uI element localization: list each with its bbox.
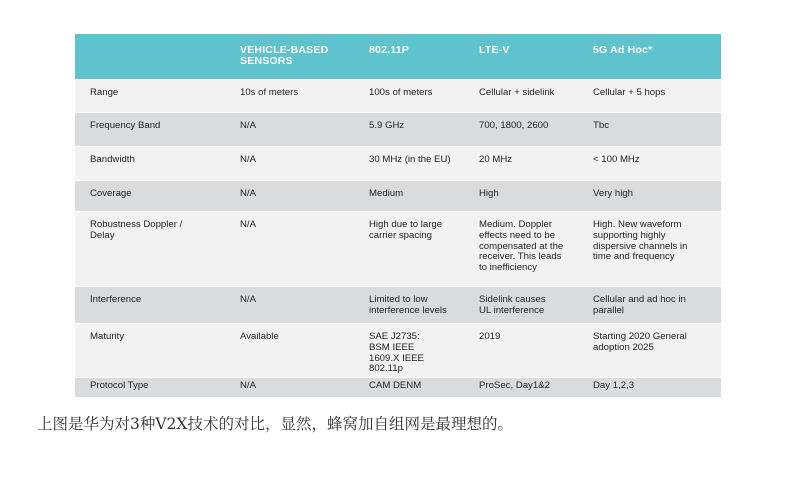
table-cell: High due to large carrier spacing — [355, 212, 465, 287]
table-cell: N/A — [226, 212, 355, 287]
header-cell-vehicle-sensors — [226, 34, 355, 80]
table-cell: 10s of meters — [226, 80, 355, 113]
table-cell: ProSec, Day1&2 — [465, 378, 579, 398]
table-cell: Starting 2020 General adoption 2025 — [579, 324, 721, 378]
table-cell: Very high — [579, 181, 721, 212]
header-vehicle-sensors-label: VEHICLE-BASED SENSORS — [240, 44, 329, 67]
table-row — [75, 80, 721, 113]
header-cell-empty — [75, 34, 226, 80]
table-cell: 30 MHz (in the EU) — [355, 147, 465, 181]
table-cell: Sidelink causes UL interference — [465, 287, 579, 324]
header-cell-80211p — [355, 34, 465, 80]
table-row — [75, 147, 721, 181]
table-cell: Medium — [355, 181, 465, 212]
table-row — [75, 287, 721, 324]
table-cell: CAM DENM — [355, 378, 465, 398]
table-header-row — [75, 34, 721, 80]
table-cell: N/A — [226, 113, 355, 147]
table-cell: High. New waveform supporting highly dispersive channels in time and frequency — [579, 212, 721, 287]
header-5g-adhoc-label: 5G Ad Hoc* — [593, 44, 653, 56]
table-cell: Cellular + 5 hops — [579, 80, 721, 113]
header-80211p-label: 802.11P — [369, 44, 409, 56]
table-row — [75, 113, 721, 147]
table-row — [75, 324, 721, 378]
row-label: Range — [75, 80, 226, 113]
table-cell: Available — [226, 324, 355, 378]
table-cell: 700, 1800, 2600 — [465, 113, 579, 147]
table-cell: N/A — [226, 378, 355, 398]
table-cell: 5.9 GHz — [355, 113, 465, 147]
row-label: Protocol Type — [75, 378, 226, 398]
row-label: Robustness Doppler / Delay — [75, 212, 226, 287]
header-cell-ltev — [465, 34, 579, 80]
table-cell: Medium. Doppler effects need to be compensated at the receiver. This leads to inefficiency — [465, 212, 579, 287]
header-ltev-label: LTE-V — [479, 44, 510, 56]
v2x-comparison-table — [75, 34, 721, 398]
row-label: Interference — [75, 287, 226, 324]
table-cell: Cellular + sidelink — [465, 80, 579, 113]
table-cell: 100s of meters — [355, 80, 465, 113]
table-cell: SAE J2735: BSM IEEE 1609.X IEEE 802.11p — [355, 324, 465, 378]
table-row — [75, 181, 721, 212]
table-row — [75, 212, 721, 287]
table-cell: N/A — [226, 287, 355, 324]
table-cell: Cellular and ad hoc in parallel — [579, 287, 721, 324]
table-cell: Day 1,2,3 — [579, 378, 721, 398]
table-cell: 20 MHz — [465, 147, 579, 181]
table-cell: N/A — [226, 147, 355, 181]
table-cell: High — [465, 181, 579, 212]
table-cell: 2019 — [465, 324, 579, 378]
table-cell: N/A — [226, 181, 355, 212]
table-row — [75, 378, 721, 398]
row-label: Coverage — [75, 181, 226, 212]
row-label: Bandwidth — [75, 147, 226, 181]
table-cell: < 100 MHz — [579, 147, 721, 181]
row-label: Frequency Band — [75, 113, 226, 147]
header-cell-5g-adhoc — [579, 34, 721, 80]
table-cell: Tbc — [579, 113, 721, 147]
table-cell: Limited to low interference levels — [355, 287, 465, 324]
caption-text: 上图是华为对3种V2X技术的对比，显然，蜂窝加自组网是最理想的。 — [37, 415, 513, 433]
row-label: Maturity — [75, 324, 226, 378]
